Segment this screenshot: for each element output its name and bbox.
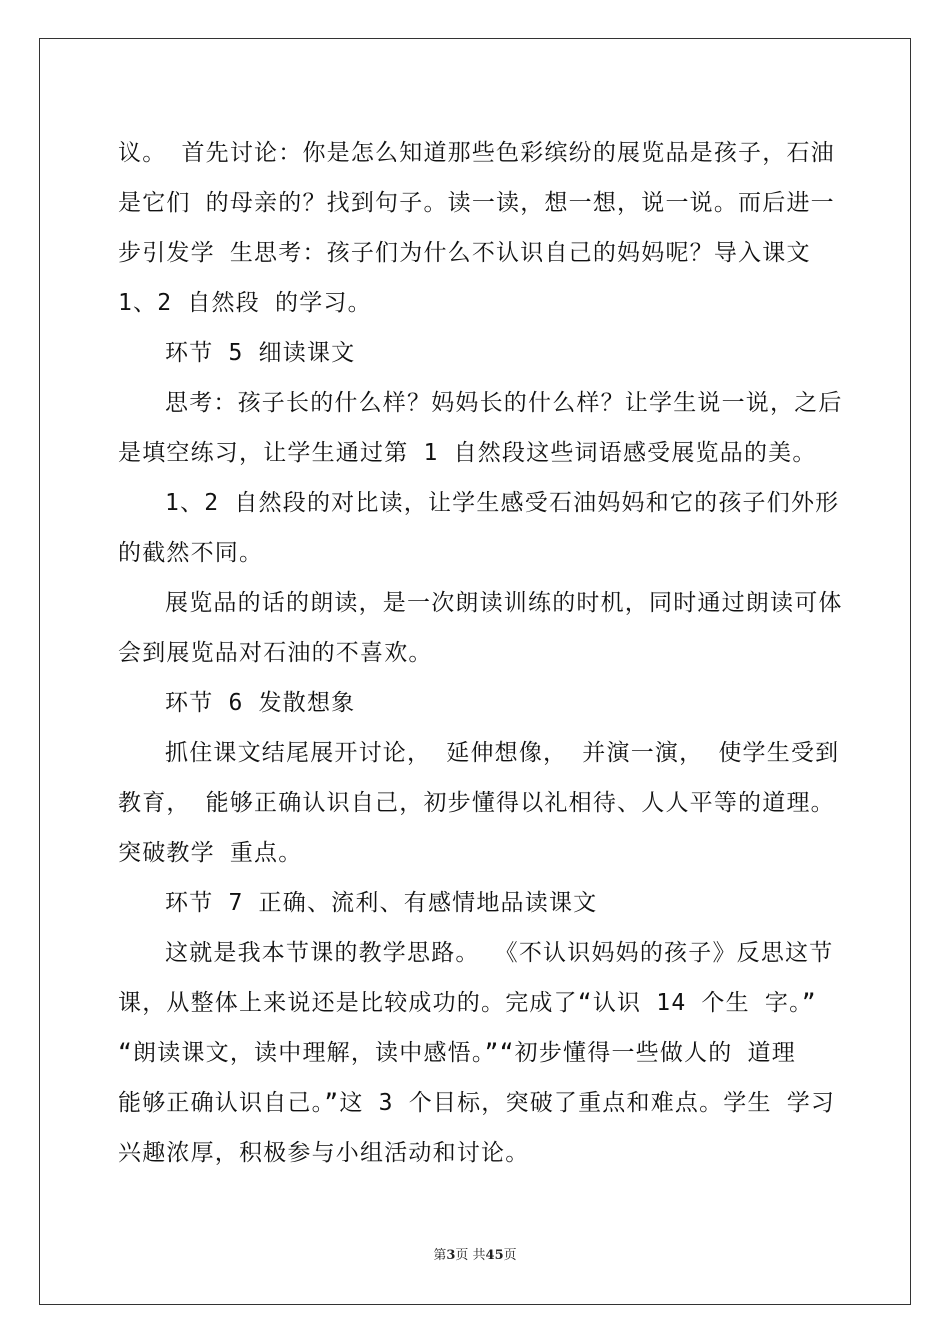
document-body bbox=[118, 128, 843, 1178]
text-line: 的截然不同。 bbox=[118, 540, 264, 566]
page-footer bbox=[0, 1244, 950, 1263]
text-line: 课，从整体上来说还是比较成功的。完成了“认识 14 个生 字。” bbox=[118, 990, 817, 1016]
text-line: 展览品的话的朗读，是一次朗读训练的时机，同时通过朗读可体 bbox=[165, 590, 843, 616]
text-line: 兴趣浓厚，积极参与小组活动和讨论。 bbox=[118, 1140, 530, 1166]
footer-suffix: 页 bbox=[503, 1248, 517, 1263]
footer-mid: 页 共 bbox=[455, 1248, 486, 1263]
text-line: 环节 6 发散想象 bbox=[165, 690, 356, 716]
text-line: 步引发学 生思考：孩子们为什么不认识自己的妈妈呢？导入课文 bbox=[118, 240, 811, 266]
text-line: 会到展览品对石油的不喜欢。 bbox=[118, 640, 433, 666]
current-page-number: 3 bbox=[446, 1248, 456, 1263]
text-line: 议。 首先讨论：你是怎么知道那些色彩缤纷的展览品是孩子，石油 bbox=[118, 140, 835, 166]
text-line: 环节 7 正确、流利、有感情地品读课文 bbox=[165, 890, 598, 916]
text-line: “朗读课文，读中理解，读中感悟。”“初步懂得一些做人的 道理 bbox=[118, 1040, 796, 1066]
text-line: 能够正确认识自己。”这 3 个目标，突破了重点和难点。学生 学习 bbox=[118, 1090, 836, 1116]
text-line: 是填空练习，让学生通过第 1 自然段这些词语感受展览品的美。 bbox=[118, 440, 817, 466]
text-line: 抓住课文结尾展开讨论， 延伸想像， 并演一演， 使学生受到 bbox=[165, 740, 840, 766]
text-line: 这就是我本节课的教学思路。 《不认识妈妈的孩子》反思这节 bbox=[165, 940, 834, 966]
text-line: 1、2 自然段的对比读，让学生感受石油妈妈和它的孩子们外形 bbox=[165, 490, 840, 516]
text-line: 教育， 能够正确认识自己，初步懂得以礼相待、人人平等的道理。 bbox=[118, 790, 835, 816]
text-line: 是它们 的母亲的？找到句子。读一读，想一想，说一说。而后进一 bbox=[118, 190, 835, 216]
text-line: 1、2 自然段 的学习。 bbox=[118, 290, 372, 316]
text-line: 思考：孩子长的什么样？妈妈长的什么样？让学生说一说，之后 bbox=[165, 390, 843, 416]
text-line: 突破教学 重点。 bbox=[118, 840, 303, 866]
footer-prefix: 第 bbox=[433, 1248, 447, 1263]
text-line: 环节 5 细读课文 bbox=[165, 340, 356, 366]
total-page-count: 45 bbox=[485, 1248, 504, 1263]
